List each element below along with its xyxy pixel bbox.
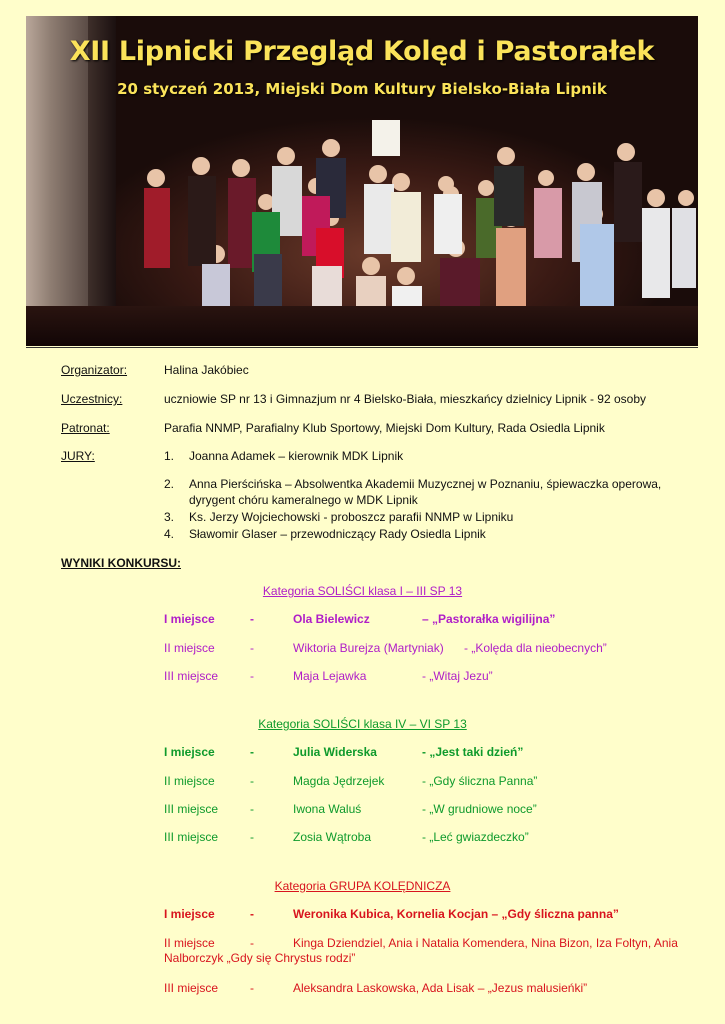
result-song: - „Witaj Jezu” [422, 669, 493, 683]
result-place: II miejsce [164, 641, 215, 655]
divider [26, 347, 698, 348]
result-row [164, 802, 684, 818]
patronat-value: Parafia NNMP, Parafialny Klub Sportowy, Miejski Dom Kultury, Rada Osiedla Lipnik [164, 421, 605, 435]
result-row [164, 830, 684, 846]
result-place: III miejsce [164, 669, 219, 683]
result-name: Maja Lejawka [293, 669, 367, 683]
result-name: Wiktoria Burejza (Martyniak) [293, 641, 444, 655]
result-song: - „Gdy śliczna Panna” [422, 774, 538, 788]
result-song: - „W grudniowe noce” [422, 802, 537, 816]
result-row [164, 641, 684, 657]
event-photo [26, 16, 698, 346]
category-title: Kategoria SOLIŚCI klasa I – III SP 13 [262, 584, 463, 598]
result-name-continuation: Nalborczyk „Gdy się Chrystus rodzi” [164, 951, 356, 965]
result-place: III miejsce [164, 981, 219, 995]
category-title: Kategoria SOLIŚCI klasa IV – VI SP 13 [258, 717, 467, 731]
result-name: Zosia Wątroba [293, 830, 372, 844]
result-dash: - [250, 641, 254, 655]
result-row [164, 612, 684, 628]
diploma-sheet [372, 120, 400, 156]
jury-label: JURY: [61, 449, 95, 463]
banner-subtitle: 20 styczeń 2013, Miejski Dom Kultury Bielsko-Biała Lipnik [117, 80, 607, 98]
result-song: - „Kolęda dla nieobecnych” [464, 641, 607, 655]
category-title: Kategoria GRUPA KOLĘDNICZA [274, 879, 451, 893]
result-place: I miejsce [164, 907, 215, 921]
banner-title: XII Lipnicki Przegląd Kolęd i Pastorałek [69, 36, 655, 67]
result-name: Julia Widerska [293, 745, 377, 759]
jury-text: Anna Pierścińska – Absolwentka Akademii Muzycznej w Poznaniu, śpiewaczka operowa, dyrygent chóru kameralnego w MDK Lipnik [189, 477, 662, 507]
result-song: - „Jest taki dzień” [422, 745, 524, 759]
jury-number: 1. [164, 449, 175, 463]
jury-number: 2. [164, 477, 175, 491]
result-dash: - [250, 774, 254, 788]
result-place: I miejsce [164, 745, 215, 759]
result-row [164, 981, 684, 997]
result-place: III miejsce [164, 802, 219, 816]
result-place: I miejsce [164, 612, 215, 626]
result-dash: - [250, 981, 254, 995]
patronat-label: Patronat: [61, 421, 110, 435]
result-dash: - [250, 907, 254, 921]
result-dash: - [250, 669, 254, 683]
result-dash: - [250, 936, 254, 950]
jury-number: 3. [164, 510, 175, 524]
results-heading: WYNIKI KONKURSU: [61, 556, 181, 570]
result-dash: - [250, 802, 254, 816]
result-row [164, 774, 684, 790]
result-song: – „Pastorałka wigilijna” [422, 612, 556, 626]
organizator-label: Organizator: [61, 363, 128, 377]
jury-text: Ks. Jerzy Wojciechowski - proboszcz parafii NNMP w Lipniku [189, 510, 514, 524]
result-name: Aleksandra Laskowska, Ada Lisak – „Jezus malusieńki” [293, 981, 588, 995]
result-place: II miejsce [164, 774, 215, 788]
result-place: II miejsce [164, 936, 215, 950]
result-song: - „Leć gwiazdeczko” [422, 830, 529, 844]
result-dash: - [250, 745, 254, 759]
result-place: III miejsce [164, 830, 219, 844]
stage-floor [26, 306, 698, 346]
uczestnicy-label: Uczestnicy: [61, 392, 123, 406]
uczestnicy-value: uczniowie SP nr 13 i Gimnazjum nr 4 Bielsko-Biała, mieszkańcy dzielnicy Lipnik - 92 osoby [164, 392, 646, 406]
result-row [164, 669, 684, 685]
jury-text: Joanna Adamek – kierownik MDK Lipnik [189, 449, 404, 463]
jury-text: Sławomir Glaser – przewodniczący Rady Osiedla Lipnik [189, 527, 486, 541]
result-name: Magda Jędrzejek [293, 774, 385, 788]
jury-number: 4. [164, 527, 175, 541]
result-dash: - [250, 830, 254, 844]
result-name: Kinga Dziendziel, Ania i Natalia Komendera, Nina Bizon, Iza Foltyn, Ania [293, 936, 678, 950]
result-name: Ola Bielewicz [293, 612, 370, 626]
result-row [164, 907, 684, 923]
organizator-value: Halina Jakóbiec [164, 363, 249, 377]
result-name: Iwona Waluś [293, 802, 362, 816]
result-dash: - [250, 612, 254, 626]
result-name: Weronika Kubica, Kornelia Kocjan – „Gdy śliczna panna” [293, 907, 619, 921]
result-row [164, 745, 684, 761]
